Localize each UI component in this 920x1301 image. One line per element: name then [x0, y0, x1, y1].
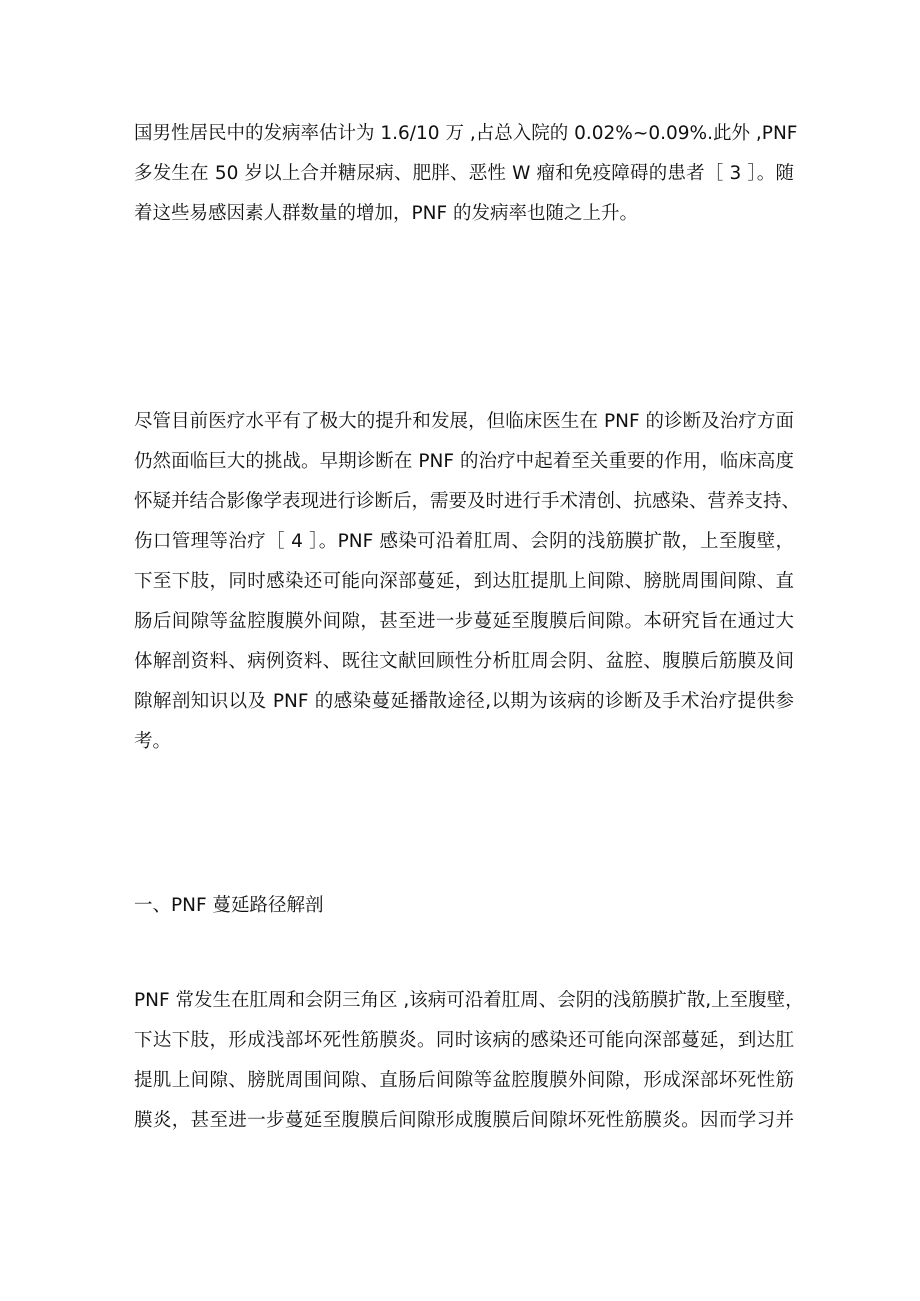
- text-line: 下达下肢，形成浅部坏死性筋膜炎。同时该病的感染还可能向深部蔓延，到达肛: [134, 1030, 794, 1051]
- text-line: 隙解剖知识以及 PNF 的感染蔓延播散途径,以期为该病的诊断及手术治疗提供参: [134, 691, 794, 712]
- heading-text: 一、PNF 蔓延路径解剖: [134, 895, 324, 916]
- text-line: 国男性居民中的发病率估计为 1.6/10 万 ,占总入院的 0.02%~0.09%.此外 ,PNF: [134, 123, 798, 144]
- text-line: 膜炎，甚至进一步蔓延至腹膜后间隙形成腹膜后间隙坏死性筋膜炎。因而学习并: [134, 1110, 794, 1131]
- text-line: 着这些易感因素人群数量的增加，PNF 的发病率也随之上升。: [134, 203, 639, 224]
- paragraph-spread-path: [134, 981, 804, 1141]
- text-line: 尽管目前医疗水平有了极大的提升和发展，但临床医生在 PNF 的诊断及治疗方面: [134, 411, 794, 432]
- text-line: 怀疑并结合影像学表现进行诊断后，需要及时进行手术清创、抗感染、营养支持、: [134, 491, 801, 512]
- text-line: 体解剖资料、病例资料、既往文献回顾性分析肛周会阴、盆腔、腹膜后筋膜及间: [134, 651, 794, 672]
- paragraph-challenges: [134, 402, 801, 762]
- paragraph-incidence: [134, 114, 798, 234]
- text-line: 伤口管理等治疗［ 4 ］。PNF 感染可沿着肛周、会阴的浅筋膜扩散，上至腹壁，: [134, 531, 794, 552]
- text-line: 提肌上间隙、膀胱周围间隙、直肠后间隙等盆腔腹膜外间隙，形成深部坏死性筋: [134, 1070, 794, 1091]
- text-line: 多发生在 50 岁以上合并糖尿病、肥胖、恶性 W 瘤和免疫障碍的患者［ 3 ］。随: [134, 163, 794, 184]
- text-line: 仍然面临巨大的挑战。早期诊断在 PNF 的治疗中起着至关重要的作用，临床高度: [134, 451, 794, 472]
- text-line: 下至下肢，同时感染还可能向深部蔓延，到达肛提肌上间隙、膀胱周围间隙、直: [134, 571, 794, 592]
- section-heading: [134, 886, 794, 926]
- text-line: 考。: [134, 731, 172, 752]
- text-line: 肠后间隙等盆腔腹膜外间隙，甚至进一步蔓延至腹膜后间隙。本研究旨在通过大: [134, 611, 794, 632]
- text-line: PNF 常发生在肛周和会阴三角区 ,该病可沿着肛周、会阴的浅筋膜扩散,上至腹壁，: [134, 990, 804, 1011]
